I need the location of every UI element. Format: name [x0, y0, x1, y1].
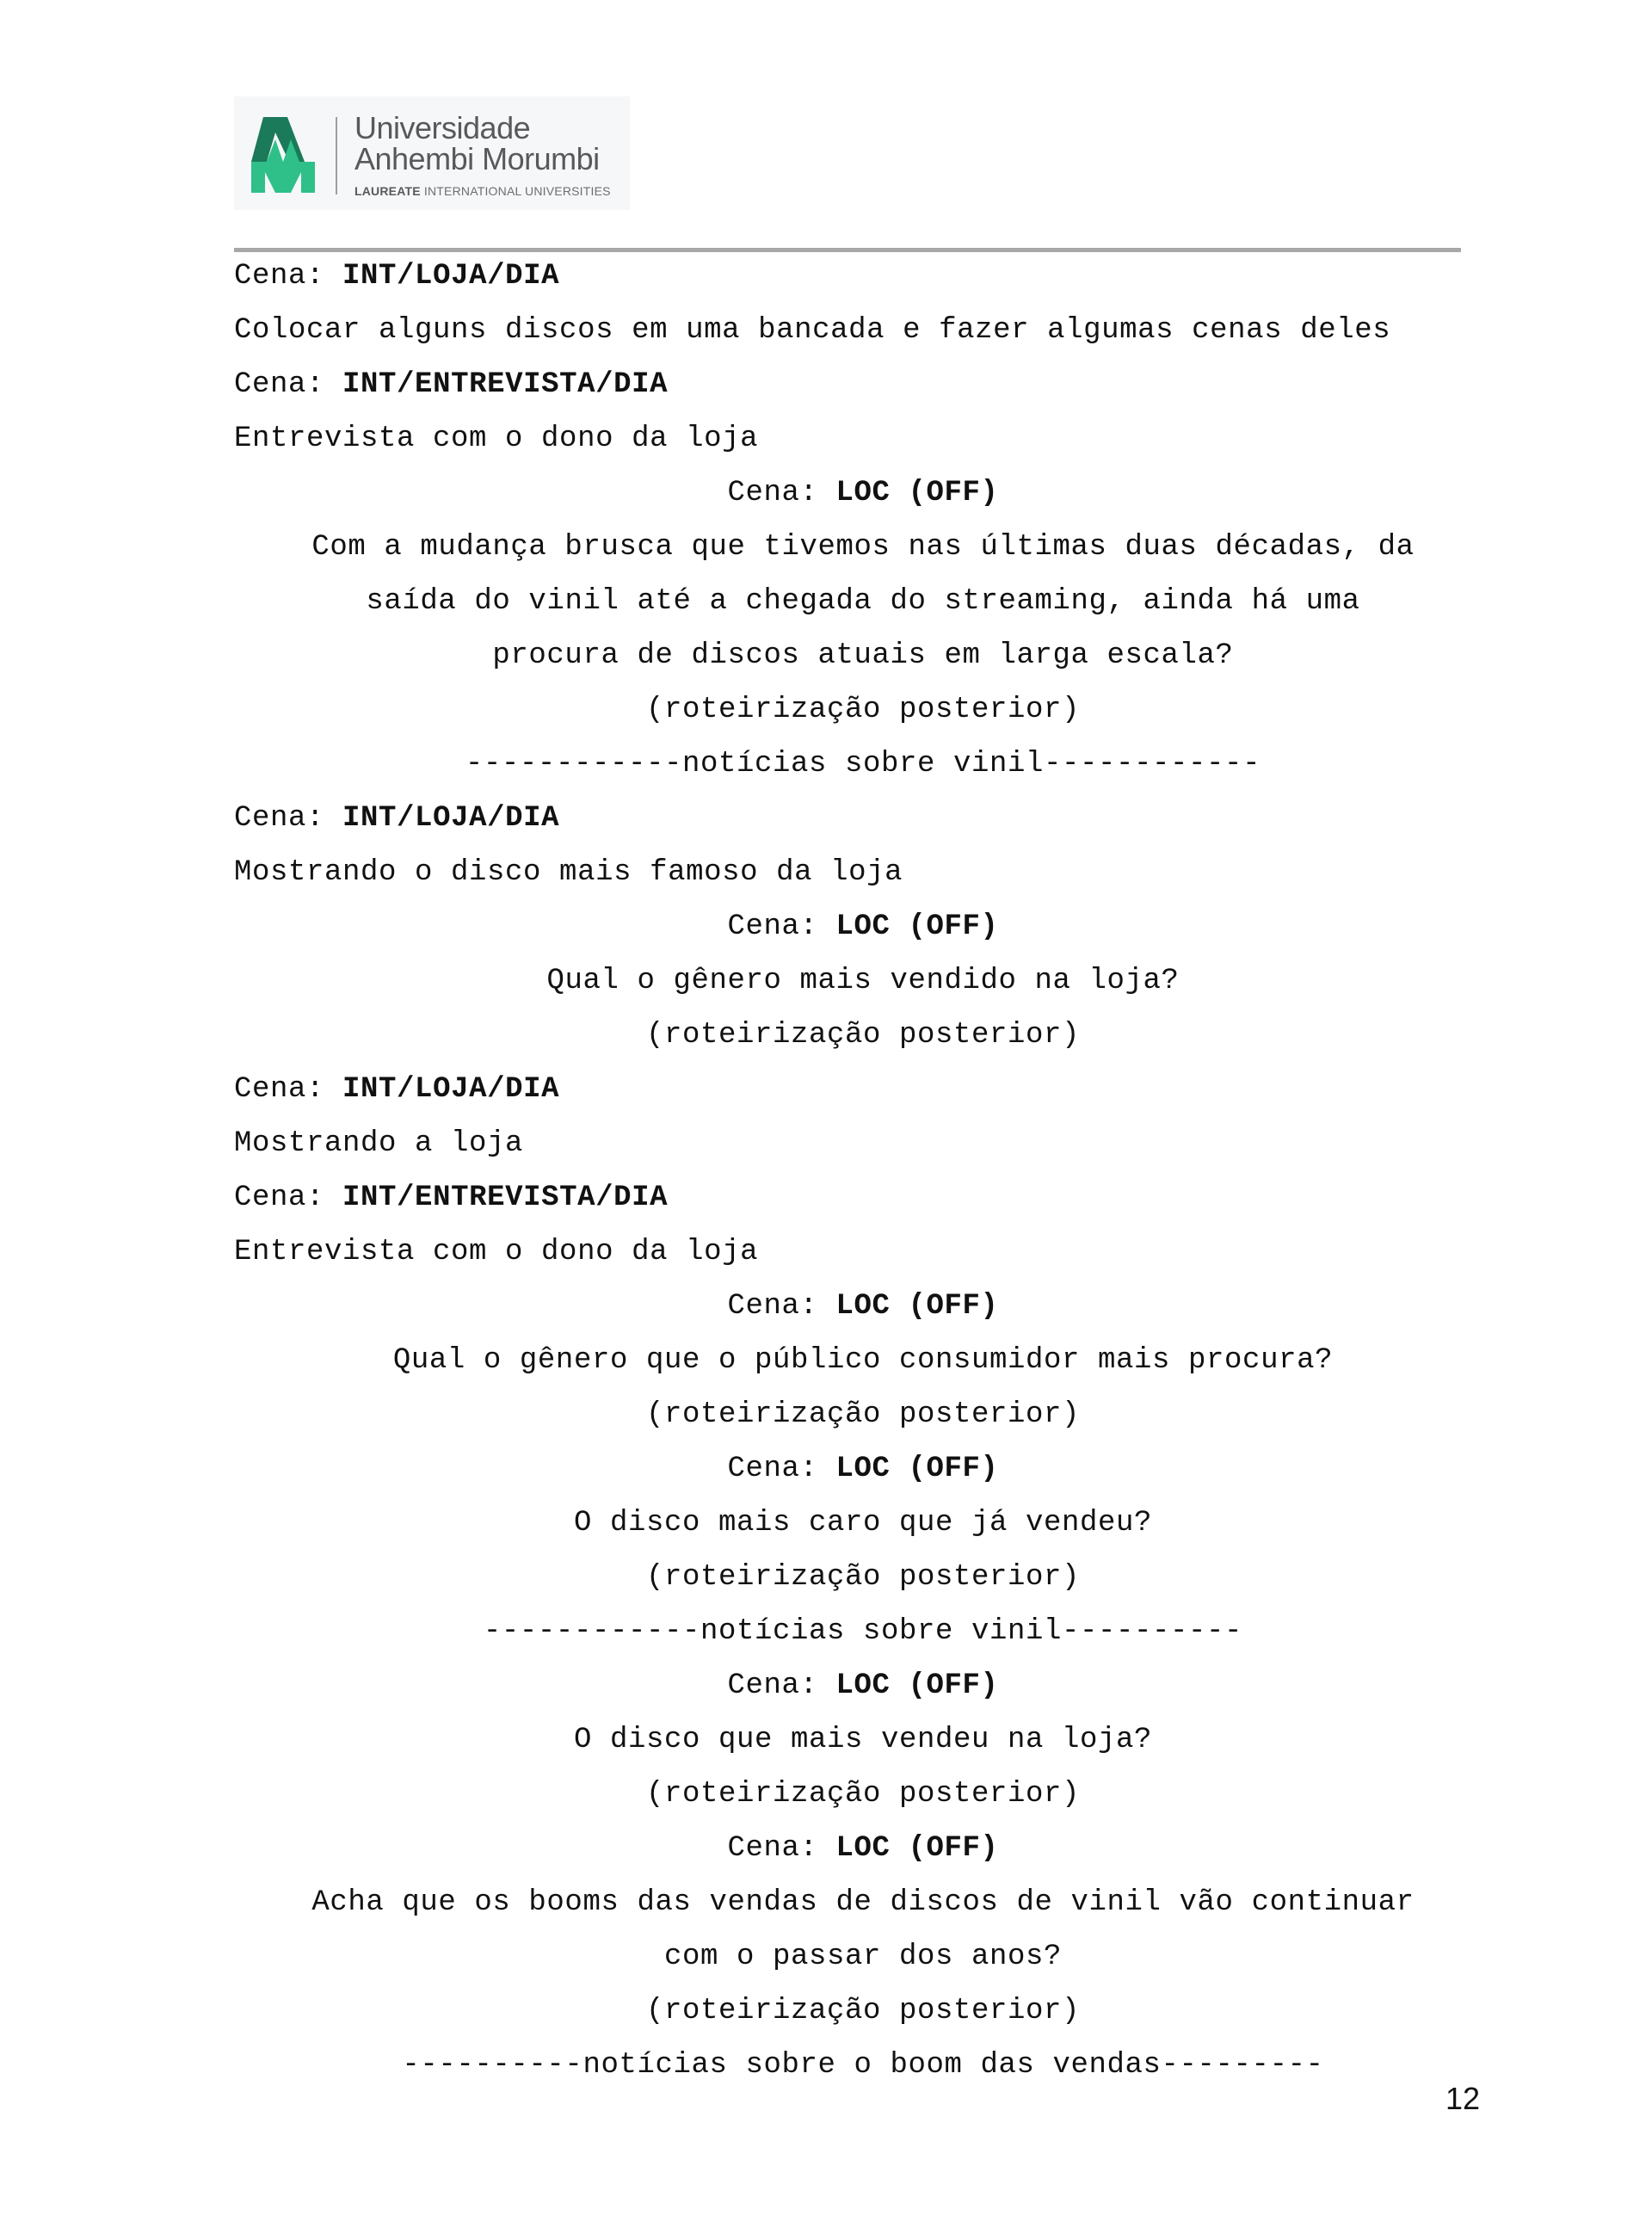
script-line: Entrevista com o dono da loja	[234, 423, 759, 455]
scene-heading	[234, 250, 1490, 304]
logo-divider	[336, 117, 337, 194]
script-line: (roteirização posterior)	[645, 1995, 1081, 2027]
script-line: O disco mais caro que já vendeu?	[573, 1507, 1153, 1540]
scene-value: INT/ENTREVISTA/DIA	[342, 1182, 669, 1214]
logo-subtitle: LAUREATE INTERNATIONAL UNIVERSITIES	[354, 184, 611, 198]
script-line: (roteirização posterior)	[645, 1561, 1081, 1594]
scene-heading	[234, 1280, 1492, 1334]
script-line: Acha que os booms das vendas de discos de vinil vão continuar	[311, 1886, 1415, 1919]
scene-heading	[234, 1171, 1490, 1225]
scene-label: Cena:	[727, 1669, 818, 1702]
scene-label: Cena:	[234, 368, 325, 401]
scene-value: LOC (OFF)	[835, 477, 999, 509]
scene-label: Cena:	[727, 1453, 818, 1485]
scene-heading	[234, 1442, 1492, 1496]
scene-value: INT/LOJA/DIA	[342, 802, 560, 835]
script-line: ----------notícias sobre o boom das vendas---------	[402, 2049, 1324, 2082]
script-line: Colocar alguns discos em uma bancada e fazer algumas cenas deles	[234, 314, 1391, 347]
script-line: (roteirização posterior)	[645, 1398, 1081, 1431]
scene-value: LOC (OFF)	[835, 1290, 999, 1323]
scene-label: Cena:	[234, 802, 325, 835]
script-line: (roteirização posterior)	[645, 1019, 1081, 1052]
script-line: O disco que mais vendeu na loja?	[573, 1724, 1153, 1756]
script-line: Qual o gênero que o público consumidor mais procura?	[392, 1344, 1334, 1377]
scene-label: Cena:	[727, 477, 818, 509]
script-line: Mostrando a loja	[234, 1127, 524, 1160]
scene-value: LOC (OFF)	[835, 1669, 999, 1702]
scene-label: Cena:	[727, 1832, 818, 1865]
scene-value: INT/LOJA/DIA	[342, 260, 560, 293]
scene-heading	[234, 1822, 1492, 1876]
scene-value: INT/LOJA/DIA	[342, 1073, 560, 1106]
script-line: saída do vinil até a chegada do streaming, ainda há uma	[366, 585, 1360, 618]
scene-label: Cena:	[234, 260, 325, 293]
script-line: ------------notícias sobre vinil------------	[465, 748, 1261, 781]
scene-value: LOC (OFF)	[835, 910, 999, 943]
scene-heading	[234, 358, 1490, 412]
script-line: com o passar dos anos?	[663, 1941, 1063, 1973]
logo-text-line2: Anhembi Morumbi	[354, 141, 600, 176]
script-line: Entrevista com o dono da loja	[234, 1236, 759, 1268]
scene-value: LOC (OFF)	[835, 1832, 999, 1865]
script-line: ------------notícias sobre vinil----------	[483, 1615, 1243, 1648]
script-line: Qual o gênero mais vendido na loja?	[546, 965, 1180, 997]
script-line: (roteirização posterior)	[645, 1778, 1081, 1811]
scene-heading	[234, 792, 1490, 846]
logo-text-line1: Universidade	[354, 110, 531, 145]
page-number: 12	[1446, 2081, 1481, 2116]
scene-label: Cena:	[234, 1073, 325, 1106]
script-line: procura de discos atuais em larga escala?	[492, 639, 1234, 672]
scene-heading	[234, 1063, 1490, 1117]
anhembi-morumbi-logo-icon	[244, 114, 322, 196]
scene-heading	[234, 466, 1492, 521]
scene-value: LOC (OFF)	[835, 1453, 999, 1485]
script-body	[234, 250, 1490, 2093]
scene-value: INT/ENTREVISTA/DIA	[342, 368, 669, 401]
scene-heading	[234, 1659, 1492, 1713]
scene-label: Cena:	[727, 1290, 818, 1323]
scene-heading	[234, 900, 1492, 954]
script-line: Com a mudança brusca que tivemos nas últimas duas décadas, da	[311, 531, 1415, 564]
script-line: (roteirização posterior)	[645, 694, 1081, 726]
scene-label: Cena:	[234, 1182, 325, 1214]
scene-label: Cena:	[727, 910, 818, 943]
script-line: Mostrando o disco mais famoso da loja	[234, 856, 903, 889]
university-logo	[234, 96, 630, 210]
